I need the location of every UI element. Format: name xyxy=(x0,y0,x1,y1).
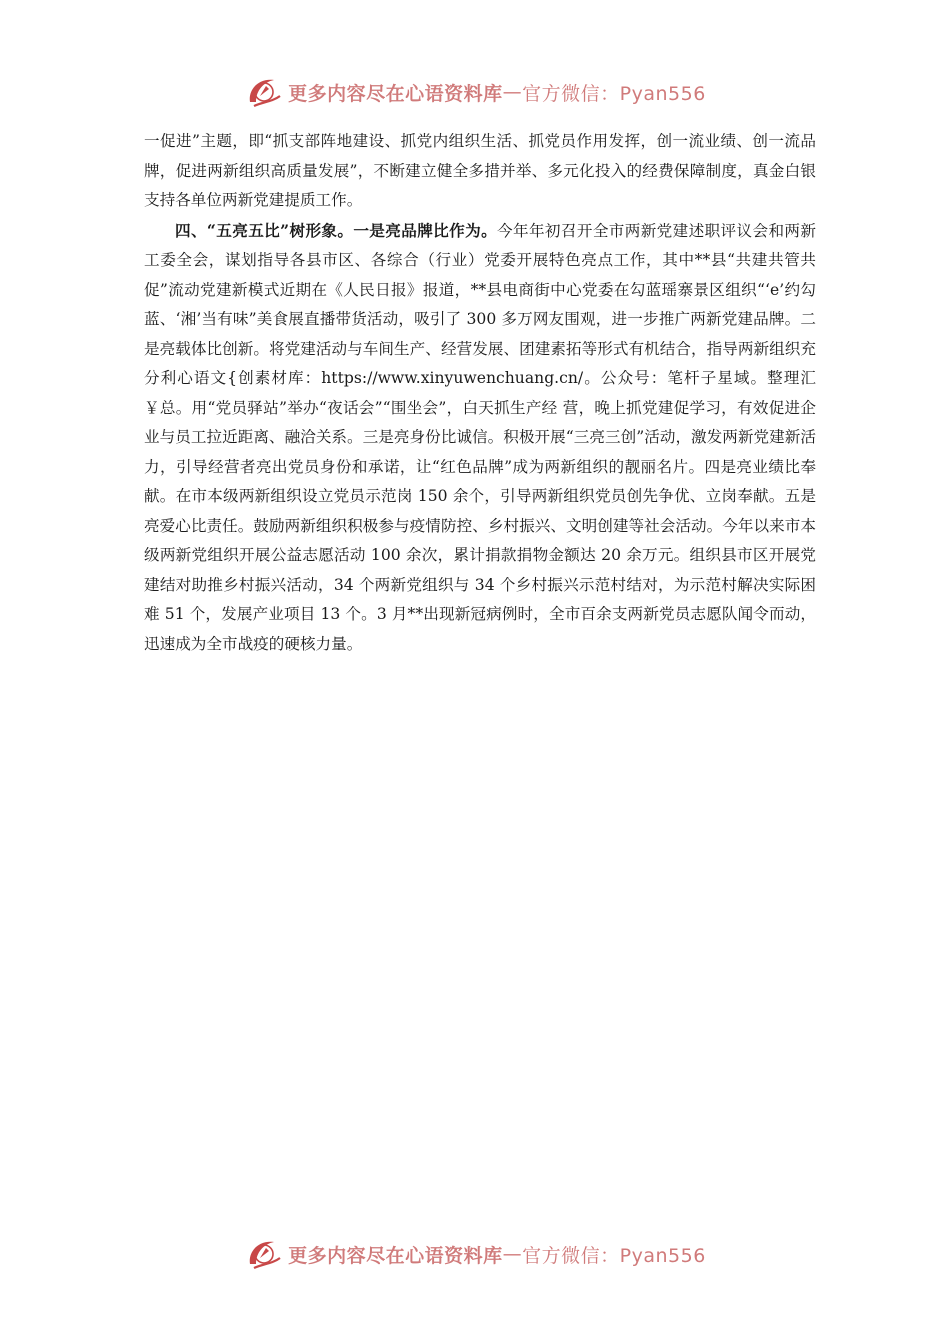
subheading: 一是亮品牌比作为。 xyxy=(353,220,498,240)
watermark-main-text: 更多内容尽在心语资料库 xyxy=(288,82,503,105)
section-heading: 四、“五亮五比”树形象。 xyxy=(175,220,354,240)
watermark-dash: — xyxy=(502,1243,523,1265)
footer-watermark xyxy=(0,1232,950,1276)
paragraph-2 xyxy=(144,216,816,660)
paragraph-1: 一促进”主题，即“抓支部阵地建设、抓党内组织生活、抓党员作用发挥，创一流业绩、创一流品牌，促进两新组织高质量发展”，不断建立健全多措并举、多元化投入的经费保障制度，真金白银支持各单位两新党建提质工作。 xyxy=(144,132,816,209)
watermark-suffix-text: 官方微信：Pyan556 xyxy=(522,1244,706,1267)
pen-nib-swoosh-icon xyxy=(244,1234,284,1274)
watermark-dash: — xyxy=(502,81,523,103)
paragraph-2-text: 今年年初召开全市两新党建述职评议会和两新工委全会，谋划指导各县市区、各综合（行业）党委开展特色亮点工作，其中**县“共建共管共促”流动党建新模式近期在《人民日报》报道，**县电商街中心党委在勾蓝瑶寨景区组织“‘e’约勾蓝、‘湘’当有味”美食展直播带货活动，吸引了 300 多万网友围观，进一步推广两新党建品牌。二是亮载体比创新。将党建活动与车间生产、经营发展、团建素拓等形式有机结合，指导两新组织充分利心语文{创素材库：https://www.xinyuwenchuang.cn/。公众号：笔杆子星域。整理汇￥总。用“党员驿站”举办“夜话会”“围坐会”，白天抓生产经 营，晚上抓党建促学习，有效促进企业与员工拉近距离、融洽关系。三是亮身份比诚信。积极开展“三亮三创”活动，激发两新党建新活力，引导经营者亮出党员身份和承诺，让“红色品牌”成为两新组织的靓丽名片。四是亮业绩比奉献。在市本级两新组织设立党员示范岗 150 余个，引导两新组织党员创先争优、立岗奉献。五是亮爱心比责任。鼓励两新组织积极参与疫情防控、乡村振兴、文明创建等社会活动。今年以来市本级两新党组织开展公益志愿活动 100 余次，累计捐款捐物金额达 20 余万元。组织县市区开展党建结对助推乡村振兴活动，34 个两新党组织与 34 个乡村振兴示范村结对，为示范村解决实际困难 51 个，发展产业项目 13 个。3 月**出现新冠病例时，全市百余支两新党员志愿队闻令而动，迅速成为全市战疫的硬核力量。 xyxy=(144,221,816,653)
pen-nib-swoosh-icon xyxy=(244,72,284,112)
header-watermark xyxy=(0,70,950,114)
watermark-main-text: 更多内容尽在心语资料库 xyxy=(288,1244,503,1267)
watermark-suffix-text: 官方微信：Pyan556 xyxy=(522,82,706,105)
document-body xyxy=(144,127,816,659)
